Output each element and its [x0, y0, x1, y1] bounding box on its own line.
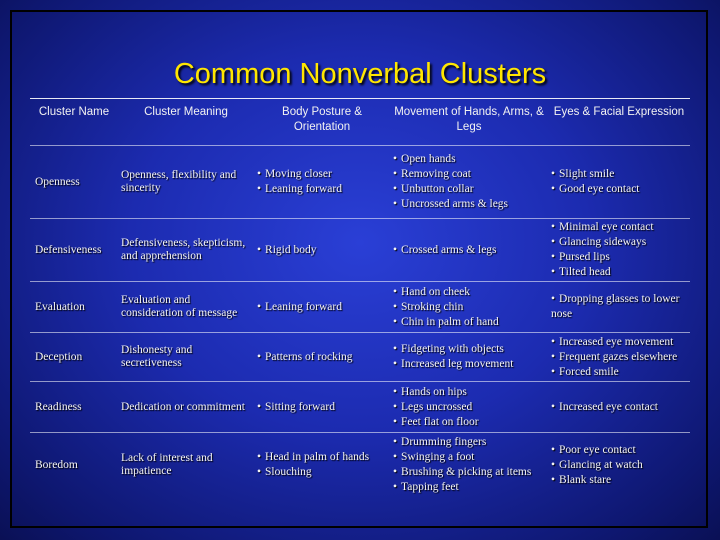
list-item: • Legs uncrossed	[393, 400, 545, 415]
slide-title: Common Nonverbal Clusters	[173, 58, 547, 90]
cluster-meaning: Lack of interest and impatience	[118, 433, 254, 498]
list-item: • Slouching	[257, 465, 387, 480]
list-item: • Head in palm of hands	[257, 450, 387, 465]
posture-cell	[254, 219, 390, 282]
list-item: • Rigid body	[257, 243, 387, 258]
cluster-name: Evaluation	[30, 282, 118, 333]
hands-cell	[390, 382, 548, 433]
eyes-cell	[548, 219, 690, 282]
list-item: • Feet flat on floor	[393, 415, 545, 430]
cluster-meaning: Defensiveness, skepticism, and apprehension	[118, 219, 254, 282]
list-item: • Open hands	[393, 152, 545, 167]
list-item: • Increased leg movement	[393, 357, 545, 372]
table-row	[30, 333, 690, 382]
table-row	[30, 282, 690, 333]
cluster-name: Boredom	[30, 433, 118, 498]
list-item: • Uncrossed arms & legs	[393, 197, 545, 212]
hands-cell	[390, 282, 548, 333]
cluster-name: Defensiveness	[30, 219, 118, 282]
list-item: • Tilted head	[551, 265, 687, 280]
list-item: • Sitting forward	[257, 400, 387, 415]
list-item: • Good eye contact	[551, 182, 687, 197]
hands-cell	[390, 146, 548, 219]
posture-cell	[254, 433, 390, 498]
list-item: • Stroking chin	[393, 300, 545, 315]
header-divider	[30, 98, 690, 99]
list-item: • Tapping feet	[393, 480, 545, 495]
list-item: • Hands on hips	[393, 385, 545, 400]
header-row	[30, 101, 690, 146]
header-eyes-facial: Eyes & Facial Expression	[553, 106, 685, 118]
posture-cell	[254, 146, 390, 219]
list-item: • Leaning forward	[257, 300, 387, 315]
posture-cell	[254, 282, 390, 333]
table-row	[30, 146, 690, 219]
eyes-cell	[548, 282, 690, 333]
list-item: • Increased eye movement	[551, 335, 687, 350]
list-item: • Drumming fingers	[393, 435, 545, 450]
header-hand-movement: Movement of Hands, Arms, & Legs	[394, 106, 544, 133]
list-item: • Poor eye contact	[551, 443, 687, 458]
posture-cell	[254, 333, 390, 382]
eyes-cell	[548, 333, 690, 382]
table-row	[30, 382, 690, 433]
list-item: • Pursed lips	[551, 250, 687, 265]
list-item: • Slight smile	[551, 167, 687, 182]
list-item: • Chin in palm of hand	[393, 315, 545, 330]
list-item: • Minimal eye contact	[551, 220, 687, 235]
hands-cell	[390, 433, 548, 498]
eyes-cell	[548, 382, 690, 433]
list-item: • Forced smile	[551, 365, 687, 380]
header-cluster-meaning: Cluster Meaning	[144, 106, 228, 118]
list-item: • Hand on cheek	[393, 285, 545, 300]
list-item: • Brushing & picking at items	[393, 465, 545, 480]
header-body-posture: Body Posture & Orientation	[282, 106, 362, 133]
header-cluster-name: Cluster Name	[38, 106, 110, 118]
eyes-cell	[548, 433, 690, 498]
list-item: • Patterns of rocking	[257, 350, 387, 365]
list-item: • Removing coat	[393, 167, 545, 182]
list-item: • Increased eye contact	[551, 400, 687, 415]
cluster-meaning: Dedication or commitment	[118, 382, 254, 433]
cluster-name: Readiness	[30, 382, 118, 433]
list-item: • Leaning forward	[257, 182, 387, 197]
cluster-meaning: Evaluation and consideration of message	[118, 282, 254, 333]
list-item: • Moving closer	[257, 167, 387, 182]
list-item: • Swinging a foot	[393, 450, 545, 465]
hands-cell	[390, 219, 548, 282]
list-item: • Unbutton collar	[393, 182, 545, 197]
hands-cell	[390, 333, 548, 382]
table-row	[30, 433, 690, 498]
cluster-meaning: Openness, flexibility and sincerity	[118, 146, 254, 219]
list-item: • Fidgeting with objects	[393, 342, 545, 357]
list-item: • Frequent gazes elsewhere	[551, 350, 687, 365]
posture-cell	[254, 382, 390, 433]
list-item: • Dropping glasses to lower nose	[551, 292, 687, 322]
clusters-table	[30, 101, 690, 497]
eyes-cell	[548, 146, 690, 219]
list-item: • Glancing sideways	[551, 235, 687, 250]
list-item: • Crossed arms & legs	[393, 243, 545, 258]
list-item: • Blank stare	[551, 473, 687, 488]
table-row	[30, 219, 690, 282]
cluster-name: Deception	[30, 333, 118, 382]
cluster-meaning: Dishonesty and secretiveness	[118, 333, 254, 382]
cluster-name: Openness	[30, 146, 118, 219]
list-item: • Glancing at watch	[551, 458, 687, 473]
